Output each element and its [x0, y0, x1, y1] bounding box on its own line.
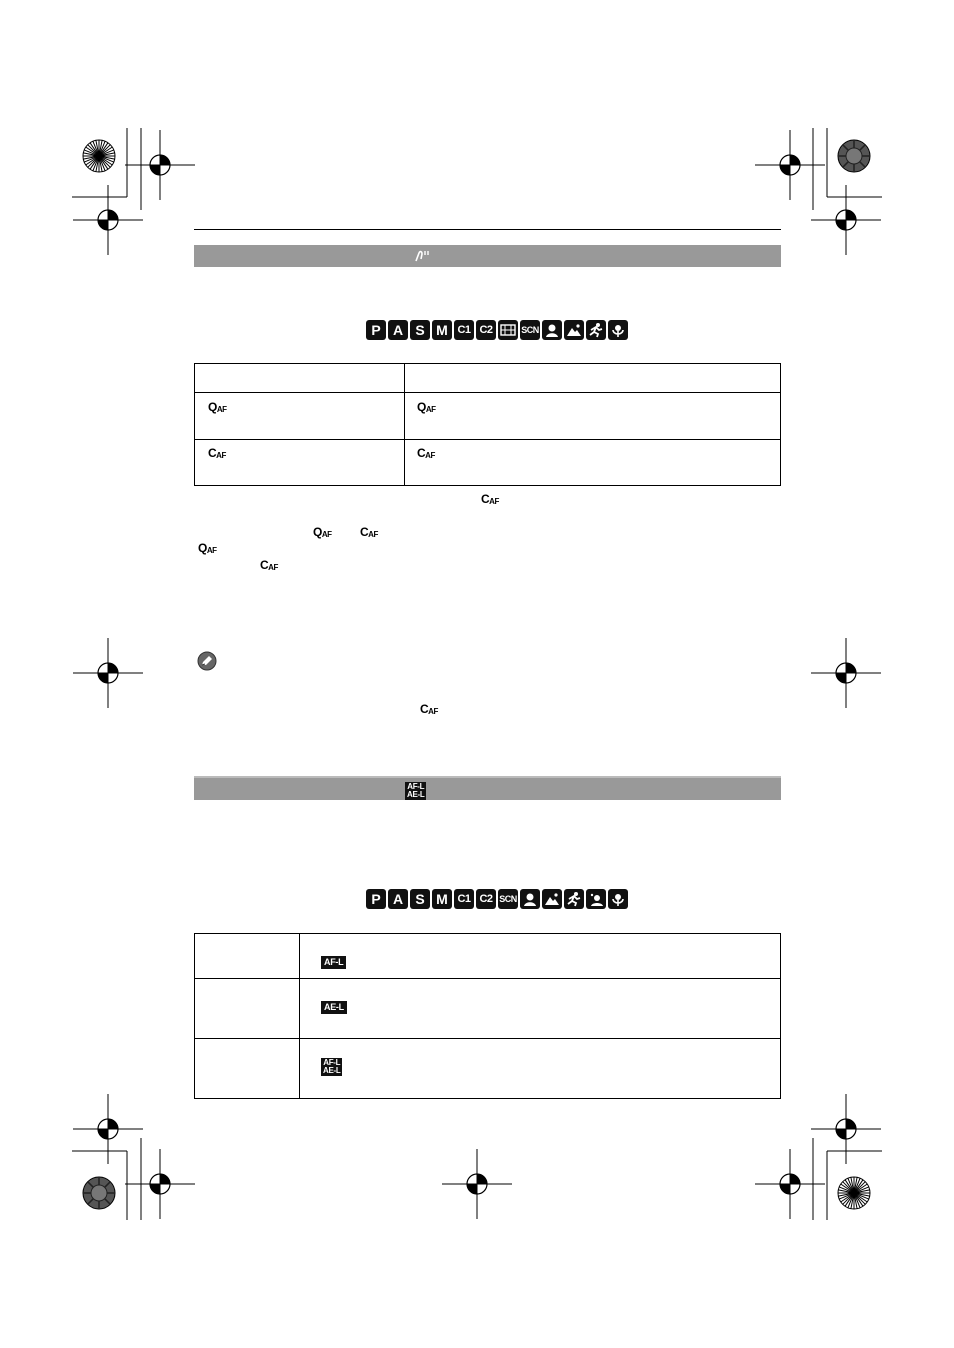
- mode-scn-icon: SCN: [520, 320, 540, 340]
- sports-mode-icon: [564, 889, 584, 909]
- ae-l-icon: AE-L: [321, 1001, 347, 1014]
- mode-s-icon: S: [410, 889, 430, 909]
- mode-c2-icon: C2: [476, 320, 496, 340]
- table-cell: [300, 1039, 781, 1099]
- q-af-icon: $Q^{AF}$: [417, 400, 436, 414]
- q-af-icon: $Q^{AF}$: [313, 525, 332, 539]
- night-portrait-mode-icon: [586, 889, 606, 909]
- c-af-icon: $C^{AF}$: [260, 558, 278, 572]
- table-cell: [300, 934, 781, 979]
- table-row: [195, 979, 781, 1039]
- c-af-icon: $C^{AF}$: [360, 525, 378, 539]
- close-up-mode-icon: [608, 320, 628, 340]
- mode-m-icon: M: [432, 320, 452, 340]
- table-cell: [195, 440, 405, 486]
- table-cell: [195, 393, 405, 440]
- mode-p-icon: P: [366, 320, 386, 340]
- mode-c1-icon: C1: [454, 889, 474, 909]
- af-l-icon: AF-L: [321, 956, 346, 969]
- q-af-icon: $Q^{AF}$: [198, 541, 217, 555]
- table-cell: [405, 393, 781, 440]
- sports-mode-icon: [586, 320, 606, 340]
- mode-c2-icon: C2: [476, 889, 496, 909]
- c-af-icon: $C^{AF}$: [420, 702, 438, 716]
- table-cell: [405, 364, 781, 393]
- af-mode-table: [194, 363, 781, 486]
- af-mode-icon: [414, 249, 430, 263]
- table-cell: [195, 979, 300, 1039]
- table-cell: [300, 979, 781, 1039]
- c-af-icon: $C^{AF}$: [417, 446, 435, 460]
- scenery-mode-icon: [564, 320, 584, 340]
- table-row: [195, 440, 781, 486]
- note-pencil-icon: [197, 651, 217, 671]
- mode-scn-icon: SCN: [498, 889, 518, 909]
- af-ae-lock-icon: AF-L AE-L: [407, 782, 425, 799]
- mode-s-icon: S: [410, 320, 430, 340]
- section-header-af-ae-lock: [194, 776, 781, 800]
- mode-icons-row-1: [366, 320, 628, 340]
- table-cell: [195, 1039, 300, 1099]
- table-cell: [405, 440, 781, 486]
- table-row: [195, 934, 781, 979]
- mode-p-icon: P: [366, 889, 386, 909]
- mode-c1-icon: C1: [454, 320, 474, 340]
- q-af-icon: $Q^{AF}$: [208, 400, 227, 414]
- mode-icons-row-2: [366, 889, 628, 909]
- movie-mode-icon: [498, 320, 518, 340]
- scenery-mode-icon: [542, 889, 562, 909]
- portrait-mode-icon: [520, 889, 540, 909]
- table-row: [195, 364, 781, 393]
- close-up-mode-icon: [608, 889, 628, 909]
- mode-a-icon: A: [388, 889, 408, 909]
- table-cell: [195, 364, 405, 393]
- af-ae-lock-table: [194, 933, 781, 1099]
- mode-a-icon: A: [388, 320, 408, 340]
- table-row: [195, 1039, 781, 1099]
- mode-m-icon: M: [432, 889, 452, 909]
- c-af-icon: $C^{AF}$: [481, 492, 499, 506]
- section-header-af-mode: [194, 245, 781, 267]
- header-rule: [194, 229, 781, 230]
- table-row: [195, 393, 781, 440]
- portrait-mode-icon: [542, 320, 562, 340]
- table-cell: [195, 934, 300, 979]
- c-af-icon: $C^{AF}$: [208, 446, 226, 460]
- af-ae-lock-icon: AF-L AE-L: [323, 1058, 341, 1075]
